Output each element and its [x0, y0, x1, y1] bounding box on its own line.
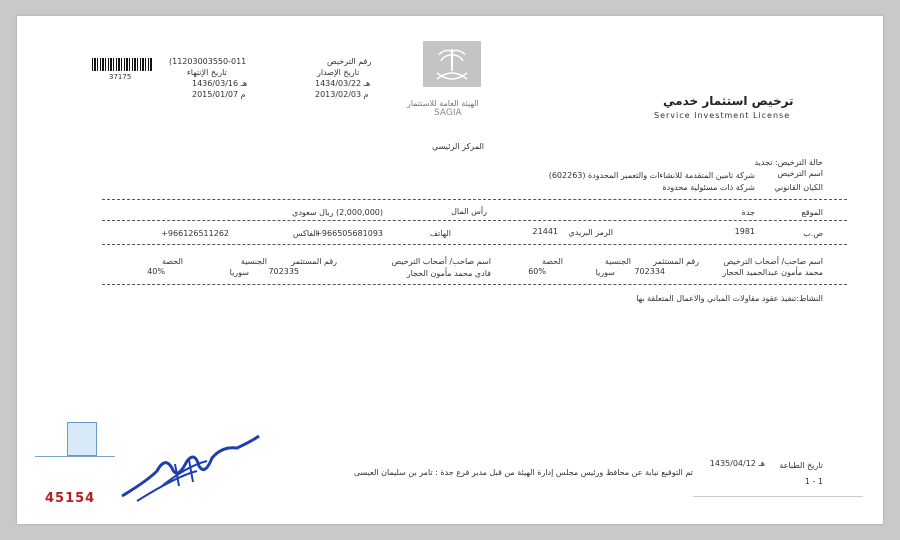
pobox-label: ص.ب	[803, 229, 823, 238]
capital-label: رأس المال	[451, 207, 487, 216]
owners-header-share: الحصة	[541, 257, 563, 266]
owners-header-name: اسم صاحب/ أصحاب الترخيص	[723, 257, 823, 266]
palm-swords-emblem-icon	[423, 41, 481, 87]
issue-date-hijri: 1434/03/22 هـ	[315, 79, 371, 88]
license-name-label: اسم الترخيص	[777, 169, 823, 178]
pobox-value: 1981	[734, 227, 755, 236]
location-label: الموقع	[801, 208, 823, 217]
document-title-ar: ترخيص استثمار خدمي	[663, 94, 794, 108]
divider	[102, 244, 847, 245]
license-number: (11203003550-011	[169, 57, 247, 66]
postal-code-value: 21441	[532, 227, 558, 236]
expiry-date-hijri: 1436/03/16 هـ	[192, 79, 248, 88]
main-center: المركز الرئيسي	[432, 142, 484, 151]
issue-date-greg: 2013/02/03 م	[315, 90, 369, 99]
divider	[102, 199, 847, 200]
divider	[102, 220, 847, 221]
owners-header-investor-no: رقم المستثمر	[653, 257, 699, 266]
fax-label: الفاكس	[292, 229, 318, 238]
legal-entity-value: شركة ذات مسئولية محدودة	[662, 183, 755, 192]
divider	[102, 284, 847, 285]
legal-entity-label: الكيان القانوني	[774, 183, 823, 192]
owner-row-2-share: 40%	[147, 267, 165, 276]
activity-text: النشاط:تنفيذ عقود مقاولات المباني والاعمال المتعلقة بها	[636, 294, 823, 303]
owners-header-investor-no-2: رقم المستثمر	[291, 257, 337, 266]
barcode-image	[92, 58, 152, 71]
owner-row-2-name: فادي محمد مأمون الحجار	[406, 269, 491, 278]
barcode-number: 37175	[109, 73, 132, 81]
expiry-date-greg: 2015/01/07 م	[192, 90, 246, 99]
print-date-label: تاريخ الطباعة	[779, 461, 823, 470]
phone-label: الهاتف	[429, 229, 451, 238]
owner-row-1-share: 60%	[528, 267, 546, 276]
owner-row-1-investor-no: 702334	[634, 267, 665, 276]
org-name-en: SAGIA	[434, 108, 462, 118]
document-title-en: Service Investment License	[654, 111, 791, 120]
owners-header-name-2: اسم صاحب/ أصحاب الترخيص	[391, 257, 491, 266]
stamp-number: 45154	[45, 491, 96, 506]
page-number: 1 - 1	[804, 477, 823, 486]
expiry-date-label: تاريخ الإنتهاء	[187, 68, 227, 77]
owners-header-nationality-2: الجنسية	[240, 257, 267, 266]
signature-note: تم التوقيع نيابة عن محافظ ورئيس مجلس إدارة الهيئة من قبل مدير فرع جدة : تامر بن سليمان العيسى	[353, 468, 693, 477]
fax-value: +966126511262	[161, 229, 229, 238]
seal-caption-lines	[35, 456, 115, 477]
owner-row-2-nationality: سوريا	[229, 268, 249, 277]
print-date: 1435/04/12 هـ	[709, 459, 765, 468]
owners-header-share-2: الحصة	[161, 257, 183, 266]
owner-row-1-nationality: سوريا	[595, 268, 615, 277]
license-document	[17, 16, 883, 524]
owners-header-nationality: الجنسية	[604, 257, 631, 266]
owner-row-1-name: محمد مأمون عبدالحميد الحجار	[722, 268, 823, 277]
owner-row-2-investor-no: 702335	[268, 267, 299, 276]
phone-value: +966505681093	[315, 229, 383, 238]
sagia-logo	[423, 41, 481, 87]
license-number-label: رقم الترخيص	[327, 57, 372, 66]
capital-value: (2,000,000) ريال سعودي	[292, 208, 383, 217]
handwritten-signature	[117, 426, 267, 506]
location-city: جدة	[741, 208, 755, 217]
org-name-ar: الهيئة العامة للاستثمار	[407, 99, 479, 108]
postal-code-label: الرمز البريدي	[568, 228, 613, 237]
license-name-value: شركة تامين المتقدمة للانشاءات والتعمير المحدودة (602263)	[548, 171, 755, 180]
status-line: حالة الترخيص: تجديد	[754, 158, 823, 167]
issue-date-label: تاريخ الإصدار	[317, 68, 360, 77]
footer-faint-text	[693, 496, 863, 509]
ministry-seal-icon	[67, 422, 97, 456]
